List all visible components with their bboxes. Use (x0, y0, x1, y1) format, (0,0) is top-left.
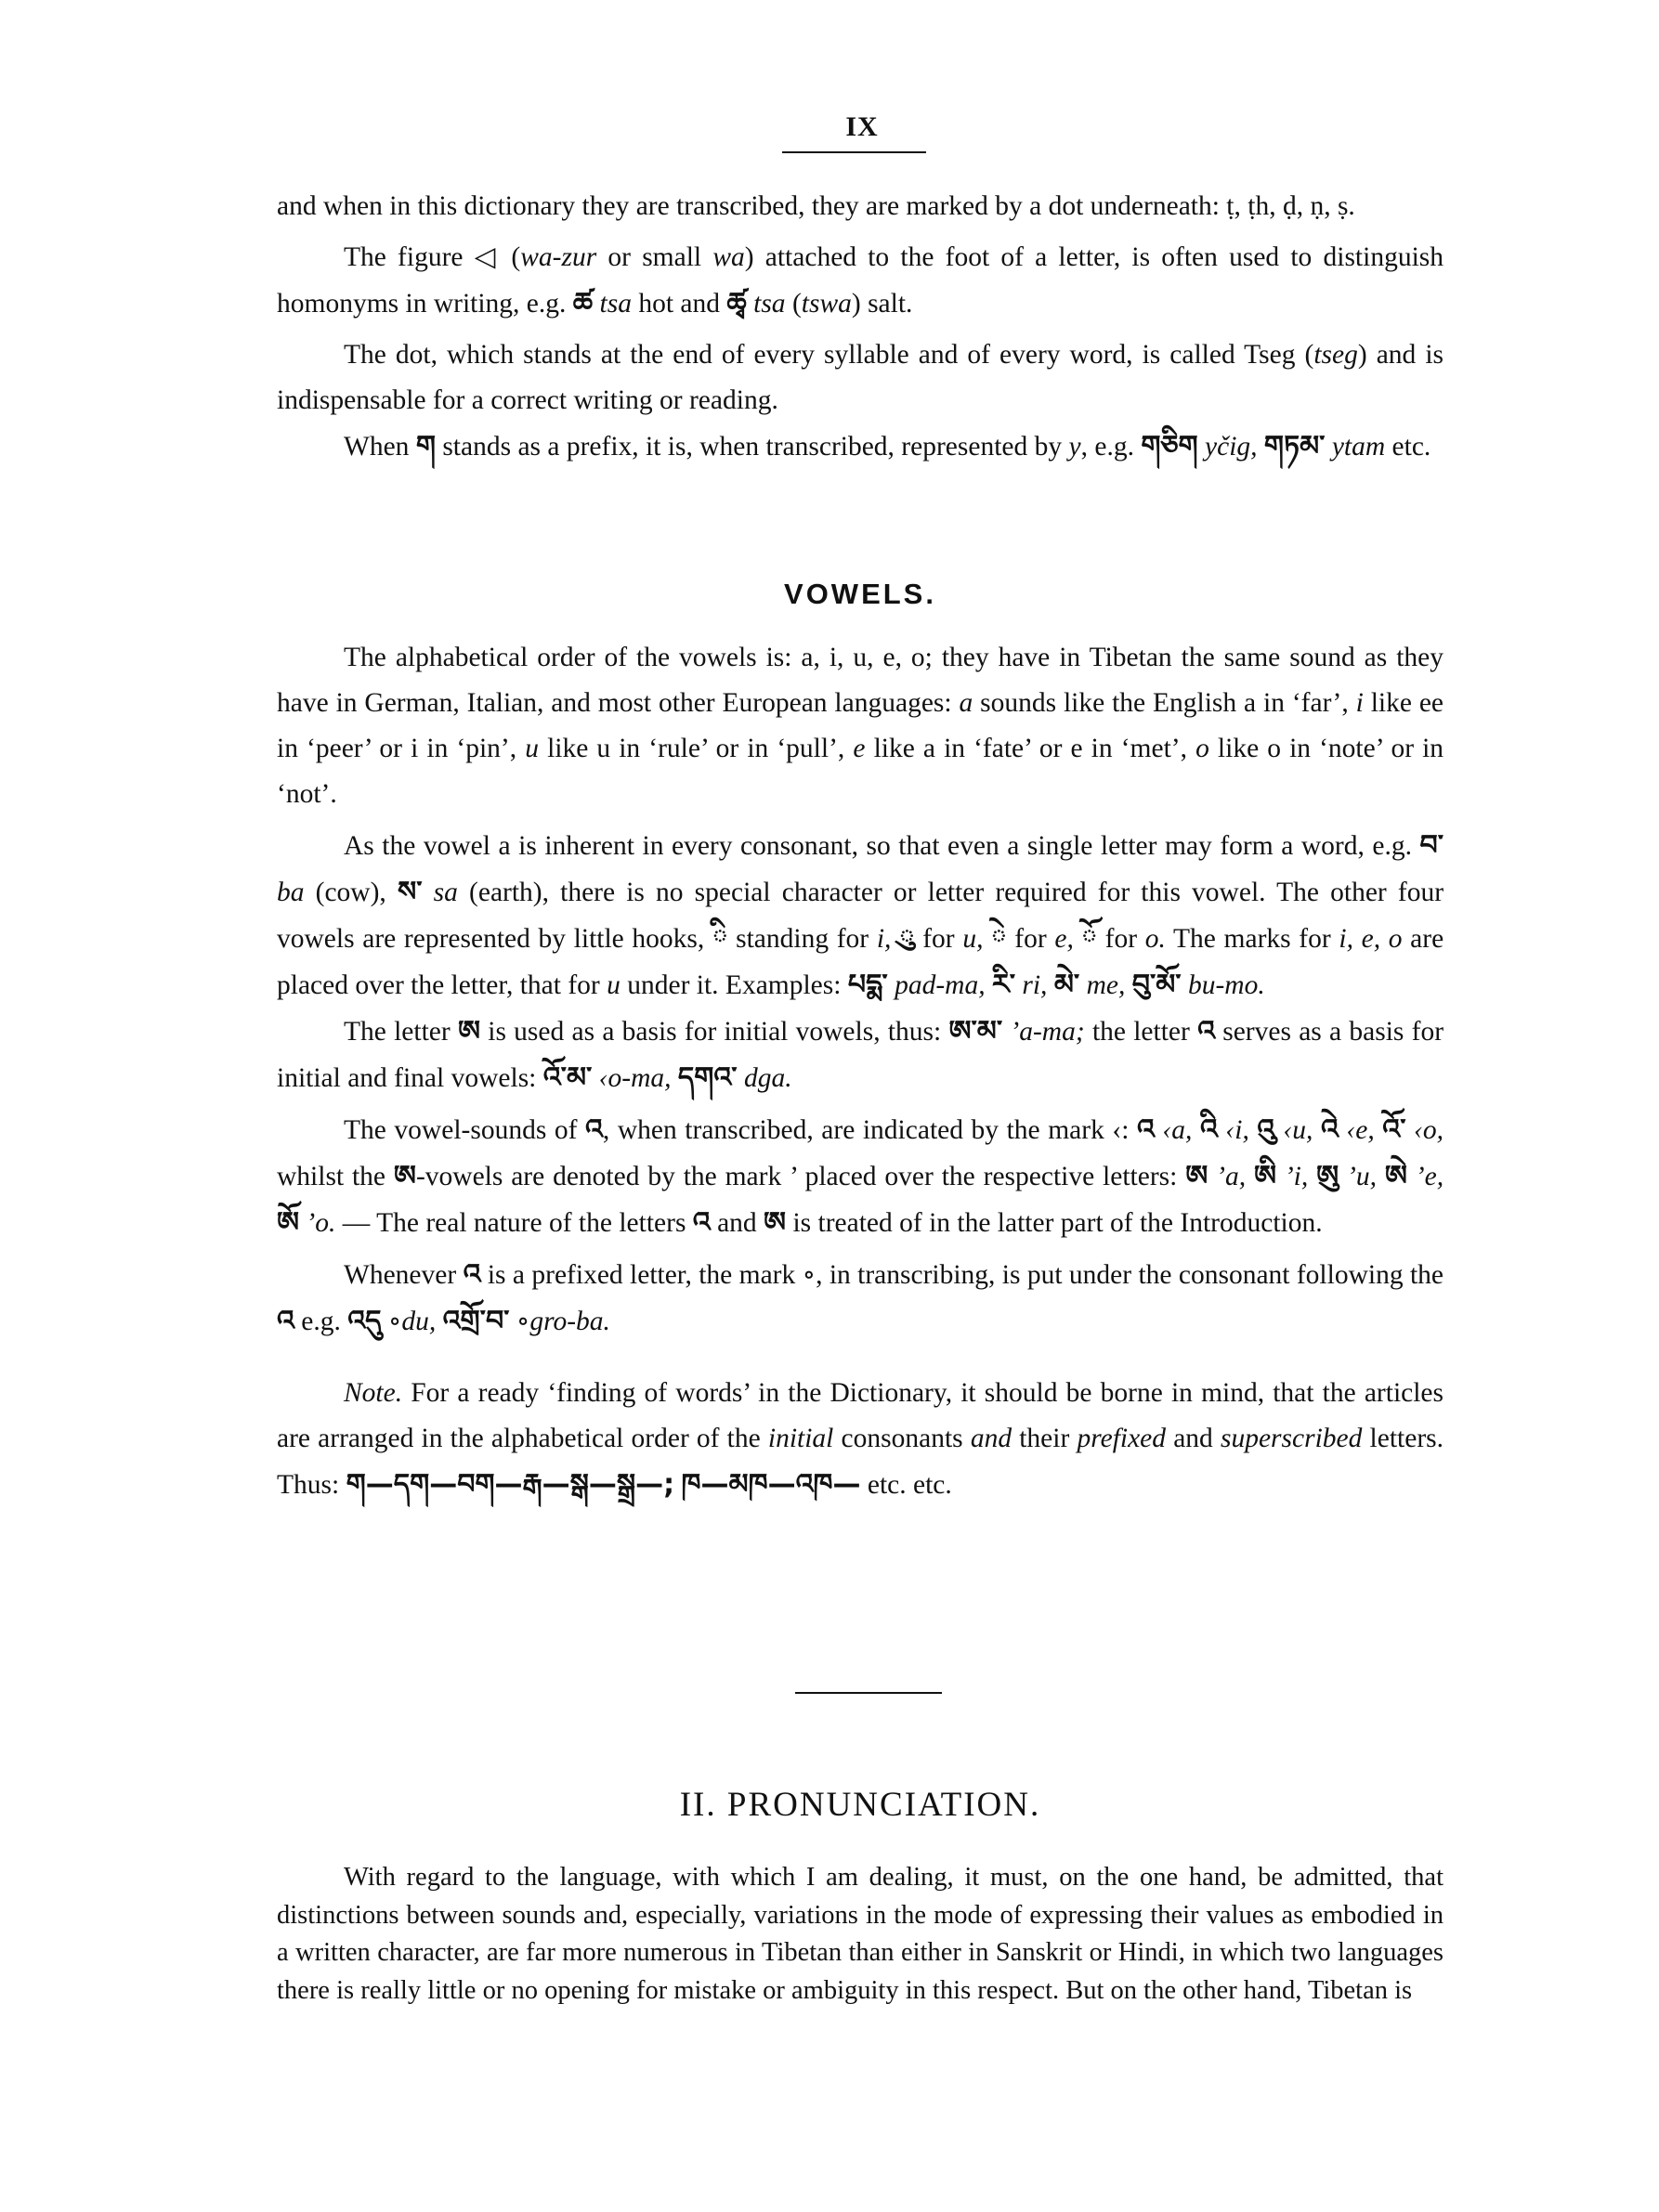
tibetan-word: ཨ་མ་ (948, 1015, 1003, 1047)
paragraph-inherent-vowel: As the vowel a is inherent in every consonant, so that even a single letter may form a word, e.g. བ་ ba (cow), ས་ sa (earth), there is no special character or letter required for this vowel. The other four vowels are represented by little hooks, ི standing for i, ུ for u, ེ for e, ོ for o. The marks for i, e, o are placed over the letter, that for u under it. Examples: པདྨ་ pad-ma, རི་ ri, མེ་ me, བུ་མོ་ bu-mo. (277, 829, 1444, 1001)
tibetan-word: འོ་མ་ (542, 1061, 593, 1094)
section-divider (795, 1692, 942, 1694)
tibetan-word: འ (1136, 1113, 1155, 1146)
tibetan-word: ཨི (1253, 1160, 1276, 1192)
vowel-hook-o: ོ (1081, 922, 1097, 955)
tibetan-word: འི (1199, 1113, 1218, 1146)
paragraph-pronunciation: With regard to the language, with which I am dealing, it must, on the one hand, be admitted, that distinctions between sounds and, especially, variations in the mode of expressing their values as embodied in a written character, are far more numerous in Tibetan than either in Sanskrit or Hindi, in which two languages there is really little or no opening for mistake or ambiguity in this respect. But on the other hand, Tibetan is (277, 1863, 1443, 2005)
tibetan-word: ཚ (572, 287, 594, 319)
tibetan-word: ཨོ (277, 1206, 300, 1239)
tibetan-word: གཅིག (1141, 430, 1198, 462)
tibetan-word: ཨ (764, 1206, 787, 1239)
tibetan-word: ཨ (393, 1160, 416, 1192)
tibetan-word: རི་ (992, 969, 1015, 1001)
vowel-hook-e: ེ (991, 922, 1007, 955)
tibetan-word: འ (277, 1305, 294, 1337)
tibetan-word: ག (415, 430, 436, 462)
paragraph-tseg: The dot, which stands at the end of every syllable and of every word, is called Tseg (tseg) and is indispensable for a correct writing or reading. (277, 340, 1444, 415)
tibetan-word: འ (692, 1206, 711, 1239)
paragraph-dots: and when in this dictionary they are transcribed, they are marked by a dot underneath: ṭ, ṭh, ḍ, ṇ, ṣ. (277, 191, 1355, 221)
section-heading-pronunciation: II. PRONUNCIATION. (679, 1786, 1041, 1824)
tibetan-word: འགྲོ་བ་ (442, 1305, 510, 1337)
tibetan-word: ས་ (397, 876, 423, 908)
tibetan-word: འོ་ (1382, 1113, 1406, 1146)
tibetan-word: ཨེ (1384, 1160, 1407, 1192)
tibetan-word: འུ (1257, 1113, 1275, 1146)
vowel-hook-i: ི (712, 922, 728, 955)
paragraph-initial-vowels: The letter ཨ is used as a basis for initial vowels, thus: ཨ་མ་ ’a-ma; the letter འ serves as a basis for initial and final vowels: འོ་མ་ ‹o-ma, དགའ་ dga. (277, 1015, 1444, 1094)
tibetan-sequence: ག—དག—བག—རྒ—སྒ—སྒྲ—; (346, 1468, 675, 1501)
tibetan-word: བུ་མོ་ (1131, 969, 1182, 1001)
tibetan-word: ཚྭ (726, 287, 747, 319)
tibetan-word: འདུ (347, 1305, 382, 1337)
paragraph-note: Note. For a ready ‘finding of words’ in the Dictionary, it should be borne in mind, that the articles are arranged in the alphabetical order of the initial consonants and their prefixed and superscribed letters. Thus: ག—དག—བག—རྒ—སྒ—སྒྲ—; ཁ—མཁ—འཁ— etc. etc. (277, 1378, 1444, 1501)
paragraph-prefix-g: When ག stands as a prefix, it is, when transcribed, represented by y, e.g. གཅིག yčig, གཏམ་ ytam etc. (344, 430, 1431, 462)
tibetan-word: འ (585, 1113, 603, 1146)
page-number: IX (845, 111, 879, 142)
tibetan-word: འ (463, 1258, 481, 1291)
paragraph-vowel-sounds: The vowel-sounds of འ, when transcribed, are indicated by the mark ‹: འ ‹a, འི ‹i, འུ ‹u, འེ ‹e, འོ་ ‹o, whilst the ཨ-vowels are denoted by the mark ’ placed over the respective letters: ཨ ’a, ཨི ’i, ཨུ ’u, ཨེ ’e, ཨོ ’o. — The real nature of the letters འ and ཨ is treated of in the latter part of the Introduction. (277, 1113, 1444, 1239)
tibetan-word: གཏམ་ (1263, 430, 1326, 462)
note-label: Note. (344, 1378, 403, 1408)
pronunciation-block (277, 1859, 1443, 2010)
tibetan-word: ཨུ (1316, 1160, 1339, 1192)
paragraph-vowel-order: The alphabetical order of the vowels is: a, i, u, e, o; they have in Tibetan the same sound as they have in German, Italian, and most other European languages: a sounds like the English a in ‘far’, i like ee in ‘peer’ or i in ‘pin’, u like u in ‘rule’ or in ‘pull’, e like a in ‘fate’ or e in ‘met’, o like o in ‘note’ or in ‘not’. (277, 643, 1444, 809)
page-number-rule (782, 151, 926, 153)
tibetan-word: པདྨ་ (847, 969, 888, 1001)
tibetan-sequence: ཁ—མཁ—འཁ— (681, 1468, 861, 1501)
section-heading-vowels: VOWELS. (784, 578, 936, 610)
tibetan-word: འེ (1320, 1113, 1339, 1146)
tibetan-word: འ (1197, 1015, 1215, 1047)
tibetan-word: མེ་ (1053, 969, 1080, 1001)
intro-block (277, 184, 1443, 470)
wazur-glyph: ◁ (474, 242, 501, 272)
paragraph-prefixed-letter: Whenever འ is a prefixed letter, the mark ∘, in transcribing, is put under the consonant following the འ e.g. འདུ ∘du, འགྲོ་བ་ ∘gro-ba. (277, 1258, 1443, 1337)
vowels-block (277, 635, 1443, 1508)
tibetan-word: བ་ (1419, 829, 1444, 862)
tibetan-word: ཨ (1185, 1160, 1208, 1192)
paragraph-wazur: The figure ◁ (wa-zur or small wa) attached to the foot of a letter, is often used to distinguish homonyms in writing, e.g. ཚ tsa hot and ཚྭ tsa (tswa) salt. (277, 242, 1443, 319)
tibetan-word: ཨ (457, 1015, 480, 1047)
tibetan-word: དགའ་ (677, 1061, 738, 1094)
vowel-hook-u: ུ (899, 922, 915, 955)
